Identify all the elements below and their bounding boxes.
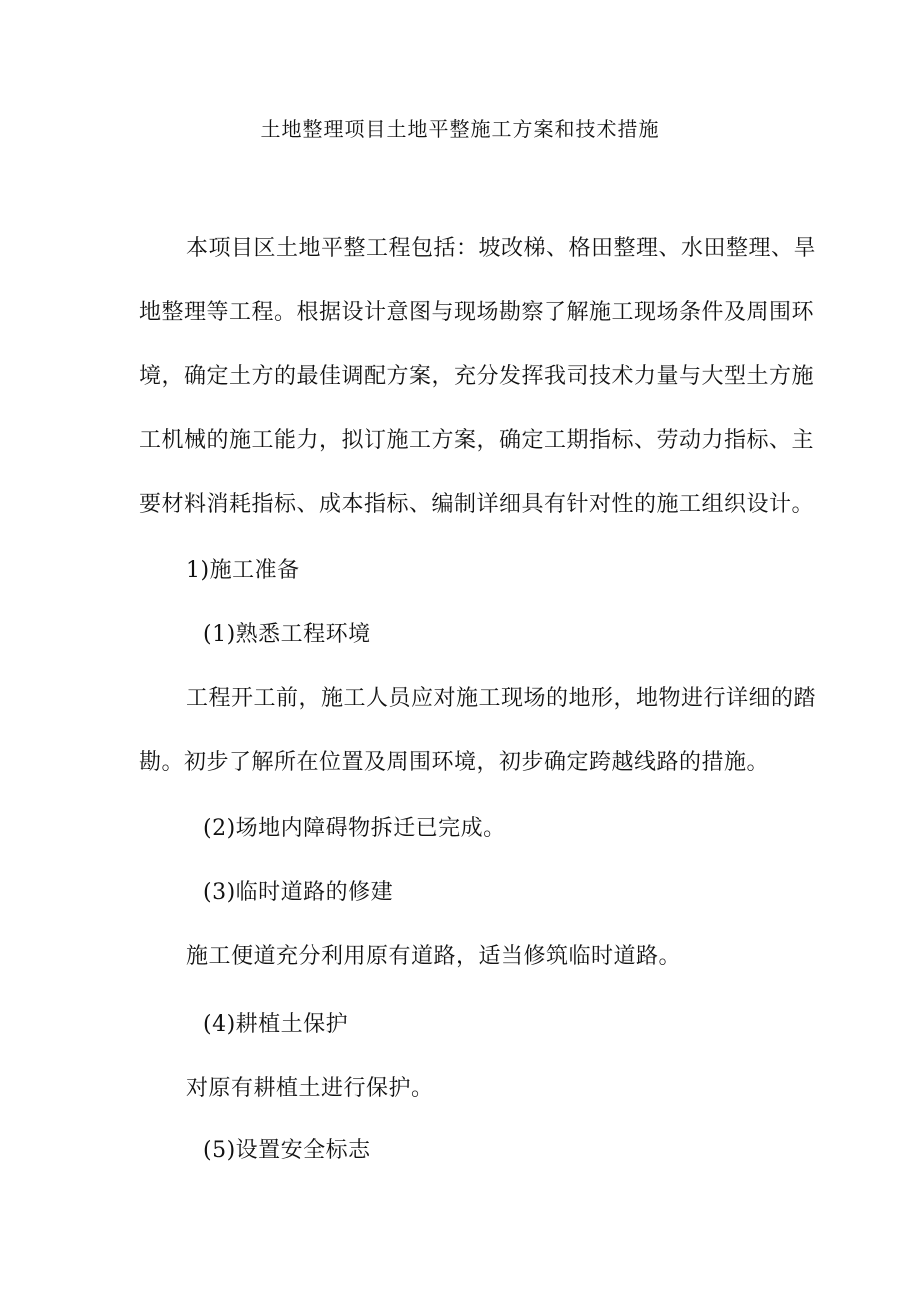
intro-line: 工机械的施工能力，拟订施工方案，确定工期指标、劳动力指标、主 <box>139 428 815 453</box>
section-heading: 1)施工准备 <box>186 558 300 583</box>
document-title: 土地整理项目土地平整施工方案和技术措施 <box>260 117 660 141</box>
item-heading: (3)临时道路的修建 <box>203 880 394 905</box>
item-heading: (4)耕植土保护 <box>203 1012 349 1037</box>
item-heading: (2)场地内障碍物拆迁已完成。 <box>203 816 506 841</box>
intro-line: 境，确定土方的最佳调配方案，充分发挥我司技术力量与大型土方施 <box>139 364 815 389</box>
item-heading: (1)熟悉工程环境 <box>203 622 371 647</box>
item-body-line: 工程开工前，施工人员应对施工现场的地形，地物进行详细的踏 <box>186 686 817 711</box>
item-body-line: 对原有耕植土进行保护。 <box>186 1076 434 1101</box>
item-body-line: 施工便道充分利用原有道路，适当修筑临时道路。 <box>186 944 682 969</box>
intro-line: 地整理等工程。根据设计意图与现场勘察了解施工现场条件及周围环 <box>139 300 815 325</box>
intro-line: 要材料消耗指标、成本指标、编制详细具有针对性的施工组织设计。 <box>139 492 815 517</box>
item-heading: (5)设置安全标志 <box>203 1138 371 1163</box>
intro-line: 本项目区土地平整工程包括：坡改梯、格田整理、水田整理、旱 <box>186 236 817 261</box>
item-body-line: 勘。初步了解所在位置及周围环境，初步确定跨越线路的措施。 <box>139 750 770 775</box>
